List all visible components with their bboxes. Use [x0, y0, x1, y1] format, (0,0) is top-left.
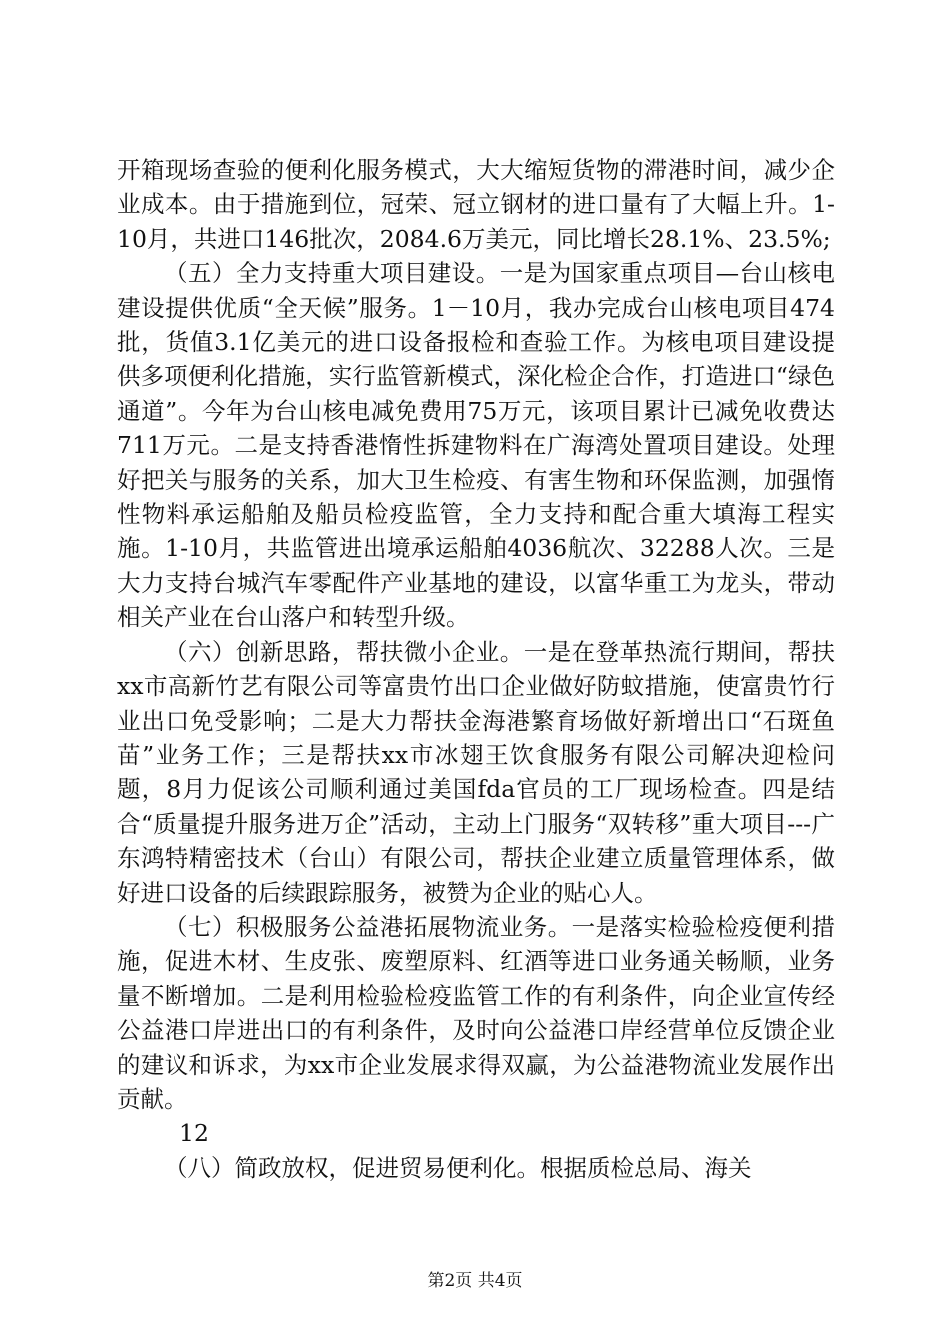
document-body [117, 153, 835, 1185]
paragraph-continuation: 开箱现场查验的便利化服务模式，大大缩短货物的滞港时间，减少企业成本。由于措施到位，冠荣、冠立钢材的进口量有了大幅上升。1-10月，共进口146批次，2084.6万美元，同比增长28.1%、23.5%; [117, 156, 835, 253]
page-footer: 第2页 共4页 [427, 1271, 523, 1291]
stray-number: 12 [179, 1119, 209, 1148]
paragraph-section-6: （六）创新思路，帮扶微小企业。一是在登革热流行期间，帮扶xx市高新竹艺有限公司等富贵竹出口企业做好防蚊措施，使富贵竹行业出口免受影响；二是大力帮扶金海港繁育场做好新增出口“石斑鱼苗”业务工作；三是帮扶xx市冰翅王饮食服务有限公司解决迎检问题，8月力促该公司顺利通过美国fda官员的工厂现场检查。四是结合“质量提升服务进万企”活动，主动上门服务“双转移”重大项目---广东鸿特精密技术（台山）有限公司，帮扶企业建立质量管理体系，做好进口设备的后续跟踪服务，被赞为企业的贴心人。 [117, 637, 835, 907]
paragraph-section-7: （七）积极服务公益港拓展物流业务。一是落实检验检疫便利措施，促进木材、生皮张、废塑原料、红酒等进口业务通关畅顺，业务量不断增加。二是利用检验检疫监管工作的有利条件，向企业宣传经公益港口岸进出口的有利条件，及时向公益港口岸经营单位反馈企业的建议和诉求，为xx市企业发展求得双赢，为公益港物流业发展作出贡献。 [117, 912, 835, 1113]
paragraph-section-5: （五）全力支持重大项目建设。一是为国家重点项目—台山核电建设提供优质“全天候”服务。1－10月，我办完成台山核电项目474批，货值3.1亿美元的进口设备报检和查验工作。为核电项目建设提供多项便利化措施，实行监管新模式，深化检企合作，打造进口“绿色通道”。今年为台山核电减免费用75万元，该项目累计已减免收费达711万元。二是支持香港惰性拆建物料在广海湾处置项目建设。处理好把关与服务的关系，加大卫生检疫、有害生物和环保监测，加强惰性物料承运船舶及船员检疫监管，全力支持和配合重大填海工程实施。1-10月，共监管进出境承运船舶4036航次、32288人次。三是大力支持台城汽车零配件产业基地的建设，以富华重工为龙头，带动相关产业在台山落户和转型升级。 [117, 259, 835, 632]
paragraph-section-8: （八）简政放权，促进贸易便利化。根据质检总局、海关 [164, 1153, 752, 1182]
